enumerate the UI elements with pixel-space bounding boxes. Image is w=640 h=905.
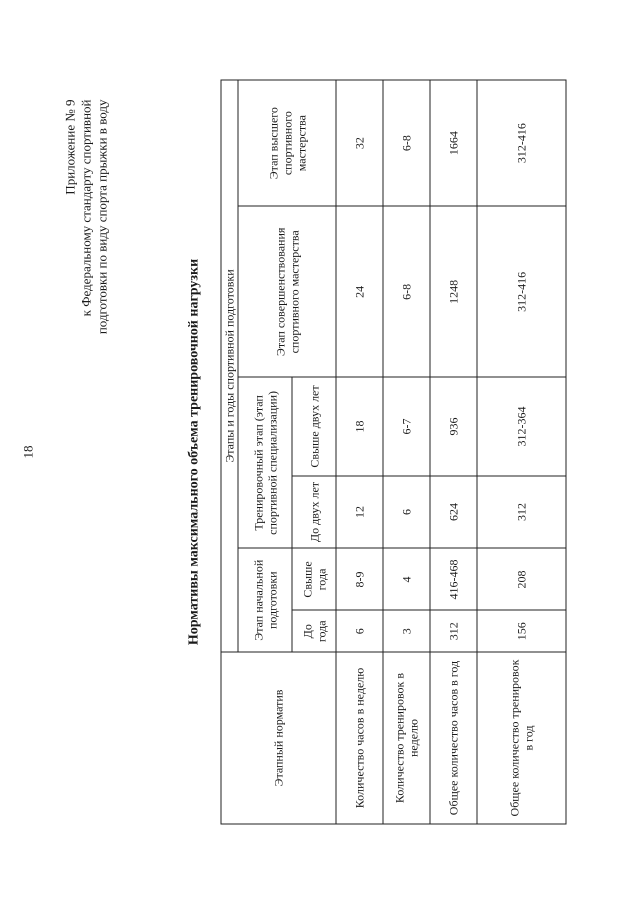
table-cell: 416-468	[430, 548, 477, 610]
table-cell: 312-416	[477, 206, 566, 377]
table-cell: 6	[336, 610, 383, 652]
subheader-initial-1: До года	[292, 610, 336, 652]
stage-highest: Этап высшего спортивного мастерства	[238, 80, 336, 206]
table-cell: 312-416	[477, 80, 566, 206]
table-row	[477, 80, 566, 824]
page-number: 18	[20, 445, 36, 459]
document-title: Нормативы максимального объема тренировочной нагрузки	[186, 258, 202, 646]
rotated-page	[1, 0, 640, 905]
subheader-training-1: До двух лет	[292, 476, 336, 549]
stage-training: Тренировочный этап (этап спортивной специализации)	[238, 377, 292, 548]
subheader-initial-2: Свыше года	[292, 548, 336, 610]
table-cell: 936	[430, 377, 477, 475]
table-cell: 3	[383, 610, 430, 652]
table-cell: 312	[477, 476, 566, 549]
table-cell: 6-8	[383, 80, 430, 206]
appendix-line: Приложение № 9	[62, 99, 78, 195]
table-cell: 12	[336, 476, 383, 549]
header-row	[221, 80, 238, 824]
group-header: Этапы и годы спортивной подготовки	[221, 80, 238, 652]
table-row	[383, 80, 430, 824]
table-cell: 312-364	[477, 377, 566, 475]
row-label: Общее количество тренировок в год	[477, 652, 566, 824]
table-cell: 32	[336, 80, 383, 206]
appendix-note	[63, 100, 111, 335]
table-cell: 208	[477, 548, 566, 610]
table-cell: 4	[383, 548, 430, 610]
stage-initial: Этап начальной подготовки	[238, 548, 292, 652]
appendix-line: подготовки по виду спорта прыжки в воду	[94, 99, 110, 335]
training-load-table	[221, 80, 567, 825]
table-row	[336, 80, 383, 824]
table-cell: 1248	[430, 206, 477, 377]
table-cell: 156	[477, 610, 566, 652]
appendix-line: к Федеральному стандарту спортивной	[78, 99, 94, 317]
row-label: Количество тренировок в неделю	[383, 652, 430, 824]
subheader-training-2: Свыше двух лет	[292, 377, 336, 475]
table-cell: 24	[336, 206, 383, 377]
table-cell: 18	[336, 377, 383, 475]
table-cell: 6	[383, 476, 430, 549]
table-cell: 312	[430, 610, 477, 652]
row-label: Количество часов в неделю	[336, 652, 383, 824]
table-row	[430, 80, 477, 824]
row-label: Общее количество часов в год	[430, 652, 477, 824]
table-cell: 624	[430, 476, 477, 549]
table-cell: 6-8	[383, 206, 430, 377]
table-cell: 8-9	[336, 548, 383, 610]
table-cell: 1664	[430, 80, 477, 206]
row-header-label: Этапный норматив	[221, 652, 336, 824]
stage-improvement: Этап совершенствования спортивного мастерства	[238, 206, 336, 377]
table-cell: 6-7	[383, 377, 430, 475]
